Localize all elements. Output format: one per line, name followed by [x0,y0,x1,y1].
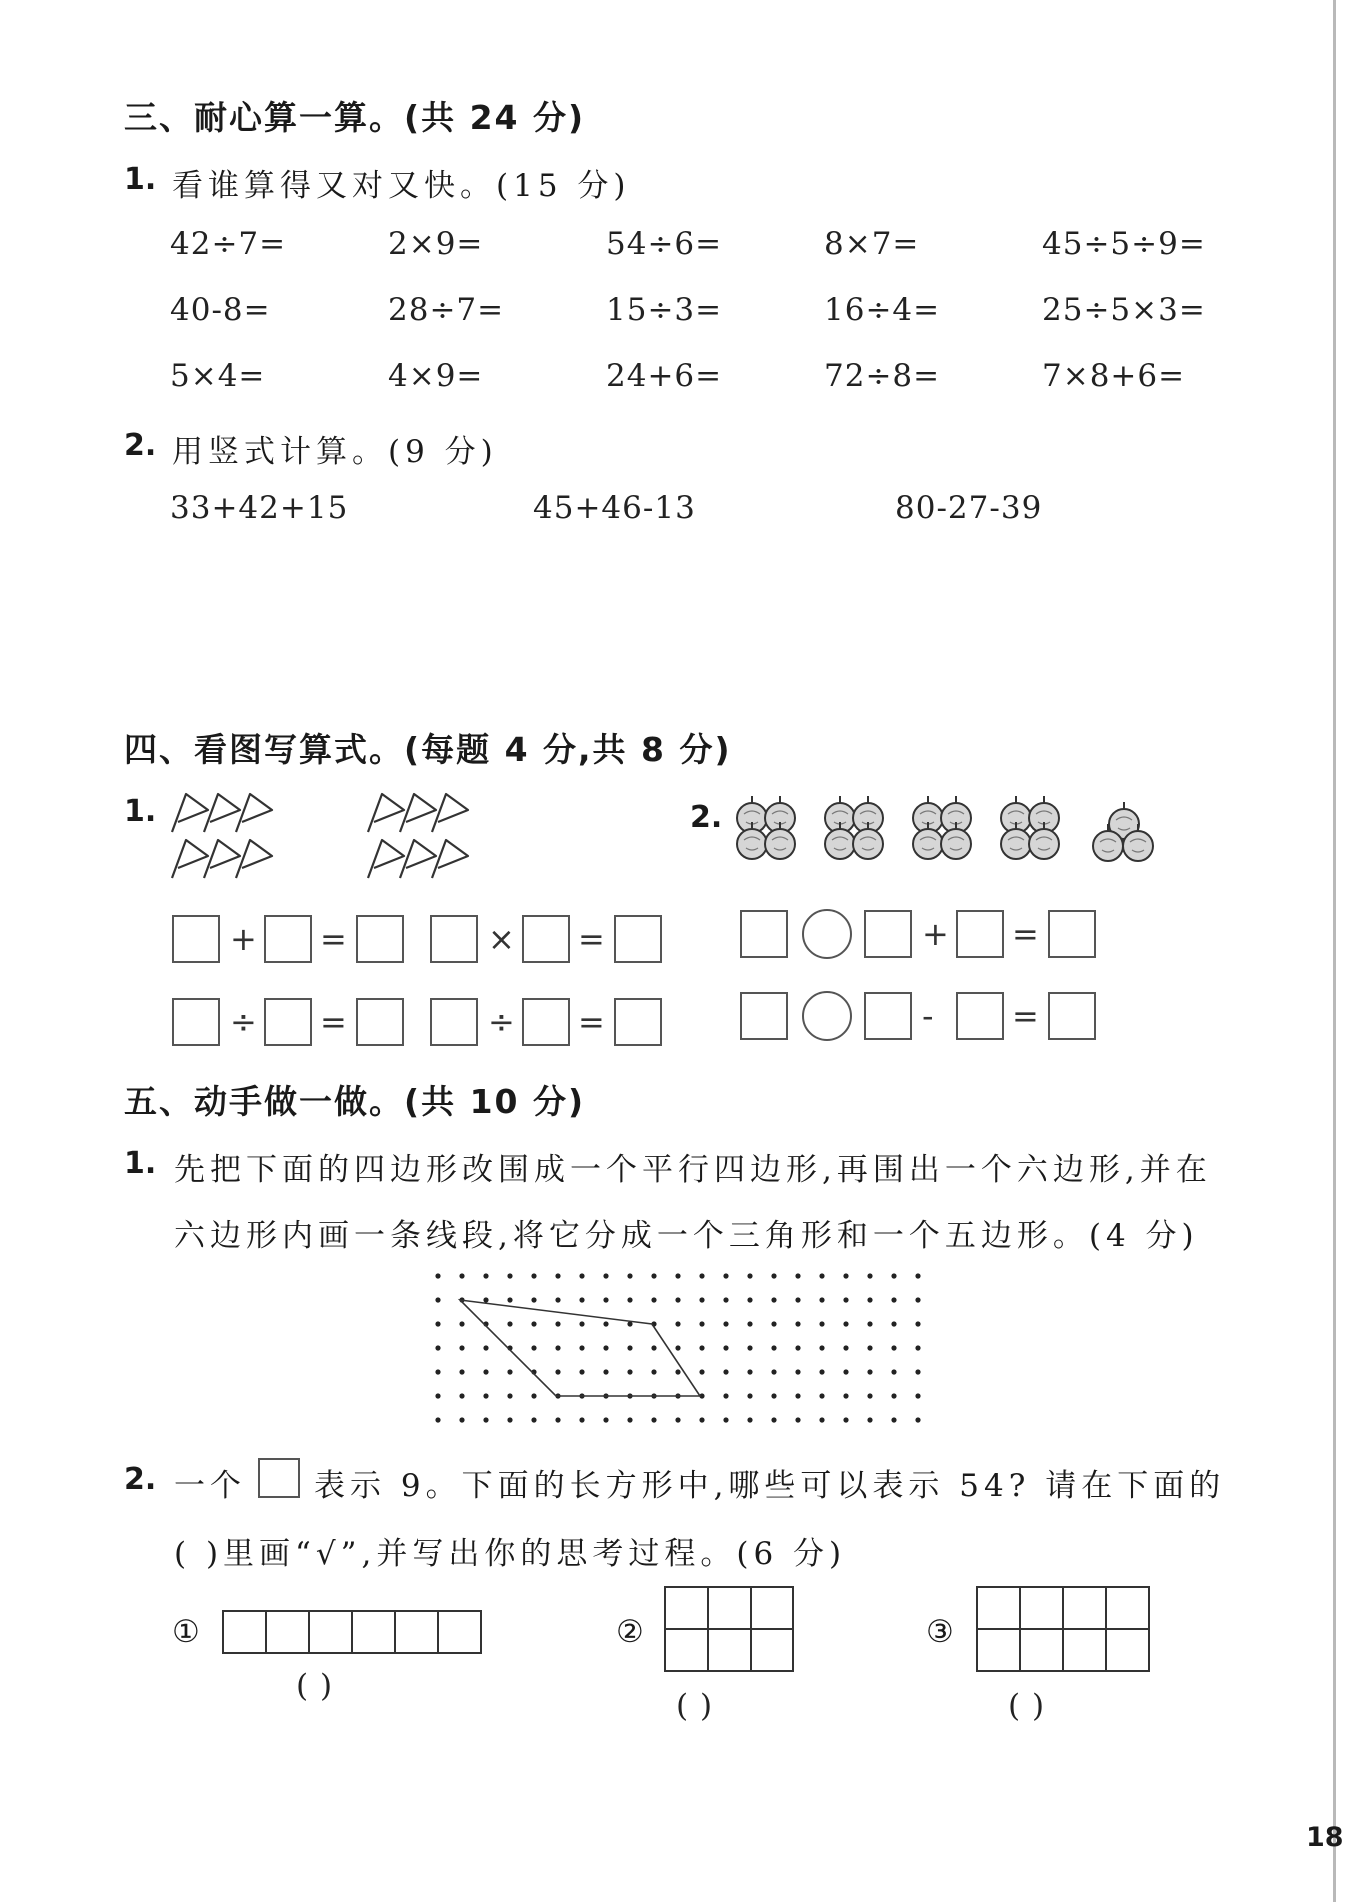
grid-dot [771,1417,776,1422]
option-number: ① [172,1614,200,1650]
answer-box[interactable] [430,998,478,1046]
grid-dot [891,1321,896,1326]
grid-dot [867,1369,872,1374]
grid-dot [531,1393,536,1398]
s5-q2-number: 2. [124,1462,157,1497]
answer-box[interactable] [172,915,220,963]
s3-q2-number: 2. [124,428,157,463]
expression: 2×9= [388,226,484,262]
s5-q2-line2: ( )里画“√”,并写出你的思考过程。(6 分) [174,1536,847,1572]
grid-dot [435,1369,440,1374]
grid-dot [507,1393,512,1398]
check-paren[interactable]: ( ) [676,1688,714,1724]
rectangle-option-3 [976,1586,1152,1676]
grid-dot [771,1321,776,1326]
s3-q2-text: 用竖式计算。(9 分) [172,434,498,470]
grid-dot [435,1417,440,1422]
answer-box[interactable] [356,915,404,963]
grid-dot [795,1273,800,1278]
grid-dot [435,1393,440,1398]
grid-dot [723,1273,728,1278]
rectangle-option-2 [664,1586,798,1676]
grid-dot [675,1417,680,1422]
grid-dot [915,1345,920,1350]
grid-dot [867,1345,872,1350]
expression: 45÷5÷9= [1042,226,1206,262]
grid-dot [723,1393,728,1398]
grid-dot [795,1369,800,1374]
grid-dot [891,1417,896,1422]
grid-dot [675,1369,680,1374]
grid-dot [555,1345,560,1350]
grid-dot [843,1369,848,1374]
section3-title: 三、耐心算一算。(共 24 分) [124,98,586,137]
grid-dot [531,1345,536,1350]
expression: 28÷7= [388,292,505,328]
grid-dot [435,1297,440,1302]
operator: - [922,997,934,1035]
operator: = [1012,915,1039,953]
grid-dot [675,1297,680,1302]
grid-dot [651,1297,656,1302]
grid-dot [579,1369,584,1374]
operator: = [320,1003,347,1041]
grid-dot [843,1345,848,1350]
grid-dot [819,1321,824,1326]
apple-group [1093,802,1153,861]
grid-dot [915,1297,920,1302]
grid-dot [819,1417,824,1422]
grid-dot [579,1345,584,1350]
grid-dot [867,1321,872,1326]
grid-dot [579,1273,584,1278]
s5-q1-number: 1. [124,1146,157,1181]
flag-icon [204,840,240,878]
answer-box[interactable] [614,998,662,1046]
expression: 72÷8= [824,358,941,394]
grid-dot [819,1369,824,1374]
answer-box[interactable] [740,992,788,1040]
flag-icon [400,794,436,832]
grid-dot [843,1273,848,1278]
grid-dot [891,1393,896,1398]
grid-dot [819,1393,824,1398]
grid-dot [627,1297,632,1302]
flag-icon [172,840,208,878]
grid-dot [531,1273,536,1278]
grid-dot [627,1369,632,1374]
grid-dot [819,1297,824,1302]
grid-dot [891,1273,896,1278]
grid-dot [891,1345,896,1350]
apple-group [737,796,795,859]
grid-dot [675,1345,680,1350]
grid-dot [675,1273,680,1278]
s5-q2-text-b: 表示 9。下面的长方形中,哪些可以表示 54? 请在下面的 [314,1468,1226,1504]
operator: + [922,915,949,953]
grid-dot [603,1297,608,1302]
grid-dot [579,1417,584,1422]
s5-q1-line1: 先把下面的四边形改围成一个平行四边形,再围出一个六边形,并在 [174,1152,1212,1188]
page-edge [1333,0,1336,1902]
grid-dot [579,1321,584,1326]
grid-dot [819,1273,824,1278]
expression: 24+6= [606,358,723,394]
grid-dot [507,1369,512,1374]
grid-dot [771,1345,776,1350]
operator: ÷ [230,1003,257,1041]
expression: 25÷5×3= [1042,292,1206,328]
s5-q2-text-a: 一个 [174,1468,246,1504]
grid-dot [483,1345,488,1350]
grid-dot [723,1297,728,1302]
grid-dot [843,1297,848,1302]
s3-q1-number: 1. [124,162,157,197]
operator: = [578,1003,605,1041]
check-paren[interactable]: ( ) [296,1668,334,1704]
answer-box[interactable] [864,992,912,1040]
grid-dot [795,1321,800,1326]
grid-dot [603,1321,608,1326]
apple-group [1001,796,1059,859]
flag-icon [172,794,208,832]
answer-box[interactable] [522,998,570,1046]
section4-title: 四、看图写算式。(每题 4 分,共 8 分) [124,730,732,769]
flag-icon [204,794,240,832]
flag-icon [368,794,404,832]
grid-dot [843,1393,848,1398]
operator: + [230,920,257,958]
answer-box[interactable] [356,998,404,1046]
grid-dot [459,1321,464,1326]
answer-box[interactable] [956,910,1004,958]
grid-dot [915,1273,920,1278]
grid-dot [891,1369,896,1374]
grid-dot [531,1321,536,1326]
grid-dot [795,1297,800,1302]
grid-dot [867,1417,872,1422]
grid-dot [483,1273,488,1278]
grid-dot [459,1369,464,1374]
grid-dot [891,1297,896,1302]
grid-dot [795,1417,800,1422]
grid-dot [795,1393,800,1398]
grid-dot [771,1393,776,1398]
flag-icon [236,794,272,832]
grid-dot [699,1345,704,1350]
grid-dot [699,1417,704,1422]
grid-dot [459,1417,464,1422]
grid-dot [555,1273,560,1278]
grid-dot [915,1369,920,1374]
grid-dot [435,1345,440,1350]
grid-dot [747,1345,752,1350]
apple-group [825,796,883,859]
grid-dot [459,1345,464,1350]
grid-dot [603,1369,608,1374]
grid-dot [651,1273,656,1278]
grid-dot [555,1297,560,1302]
grid-dot [483,1369,488,1374]
grid-dot [483,1393,488,1398]
grid-dot [651,1417,656,1422]
grid-dot [867,1273,872,1278]
operator: × [488,920,515,958]
grid-dot [675,1321,680,1326]
option-number: ② [616,1614,644,1650]
grid-dot [747,1369,752,1374]
grid-dot [867,1393,872,1398]
grid-dot [483,1417,488,1422]
grid-dot [771,1369,776,1374]
answer-box[interactable] [172,998,220,1046]
grid-dot [723,1369,728,1374]
rectangle-option-1 [222,1610,484,1658]
expression: 40-8= [170,292,271,328]
answer-box[interactable] [522,915,570,963]
grid-dot [699,1369,704,1374]
flag-icon [432,840,468,878]
expression: 8×7= [824,226,920,262]
apple-group [913,796,971,859]
answer-box[interactable] [864,910,912,958]
grid-dot [459,1273,464,1278]
grid-dot [699,1273,704,1278]
grid-dot [531,1297,536,1302]
grid-dot [747,1321,752,1326]
answer-circle[interactable] [802,909,852,959]
expression: 54÷6= [606,226,723,262]
grid-dot [627,1273,632,1278]
grid-dot [747,1273,752,1278]
flag-icon [432,794,468,832]
grid-dot [507,1273,512,1278]
grid-dot [699,1297,704,1302]
dot-grid[interactable] [430,1264,1010,1434]
grid-dot [747,1393,752,1398]
grid-dot [915,1393,920,1398]
grid-dot [795,1345,800,1350]
grid-dot [651,1369,656,1374]
answer-box[interactable] [740,910,788,958]
grid-dot [915,1417,920,1422]
expression: 5×4= [170,358,266,394]
vertical-calc-expression: 80-27-39 [895,490,1043,526]
apples-picture [730,790,1160,870]
grid-dot [627,1345,632,1350]
grid-dot [627,1417,632,1422]
grid-dot [507,1321,512,1326]
vertical-calc-expression: 45+46-13 [533,490,696,526]
flag-icon [400,840,436,878]
grid-dot [723,1321,728,1326]
vertical-calc-expression: 33+42+15 [170,490,349,526]
answer-box[interactable] [956,992,1004,1040]
grid-dot [723,1345,728,1350]
operator: = [320,920,347,958]
grid-dot [747,1417,752,1422]
flag-icon [236,840,272,878]
grid-dot [555,1417,560,1422]
s4-q1-number: 1. [124,794,157,829]
grid-dot [771,1273,776,1278]
answer-box[interactable] [1048,910,1096,958]
grid-dot [603,1417,608,1422]
grid-dot [531,1417,536,1422]
expression: 4×9= [388,358,484,394]
option-number: ③ [926,1614,954,1650]
s3-q1-text: 看谁算得又对又快。(15 分) [172,168,631,204]
answer-box[interactable] [264,998,312,1046]
grid-dot [435,1273,440,1278]
grid-dot [555,1369,560,1374]
grid-dot [819,1345,824,1350]
grid-dot [507,1297,512,1302]
check-paren[interactable]: ( ) [1008,1688,1046,1724]
grid-dot [843,1321,848,1326]
flags-picture [168,788,498,892]
answer-box[interactable] [430,915,478,963]
grid-dot [867,1297,872,1302]
answer-circle[interactable] [802,991,852,1041]
grid-dot [771,1297,776,1302]
grid-dot [843,1417,848,1422]
unit-square-icon [258,1458,300,1498]
page-number: 18 [1306,1822,1344,1853]
grid-dot [603,1345,608,1350]
grid-dot [555,1321,560,1326]
expression: 42÷7= [170,226,287,262]
grid-dot [603,1273,608,1278]
grid-dot [699,1321,704,1326]
s4-q2-number: 2. [690,800,723,835]
answer-box[interactable] [264,915,312,963]
operator: ÷ [488,1003,515,1041]
grid-dot [483,1297,488,1302]
expression: 16÷4= [824,292,941,328]
expression: 7×8+6= [1042,358,1186,394]
section5-title: 五、动手做一做。(共 10 分) [124,1082,586,1121]
operator: = [578,920,605,958]
grid-dot [651,1345,656,1350]
grid-dot [507,1417,512,1422]
grid-dot [747,1297,752,1302]
grid-dot [579,1297,584,1302]
answer-box[interactable] [1048,992,1096,1040]
grid-dot [435,1321,440,1326]
grid-dot [459,1393,464,1398]
flag-icon [368,840,404,878]
operator: = [1012,997,1039,1035]
s5-q1-line2: 六边形内画一条线段,将它分成一个三角形和一个五边形。(4 分) [174,1218,1199,1254]
grid-dot [723,1417,728,1422]
expression: 15÷3= [606,292,723,328]
grid-dot [915,1321,920,1326]
answer-box[interactable] [614,915,662,963]
